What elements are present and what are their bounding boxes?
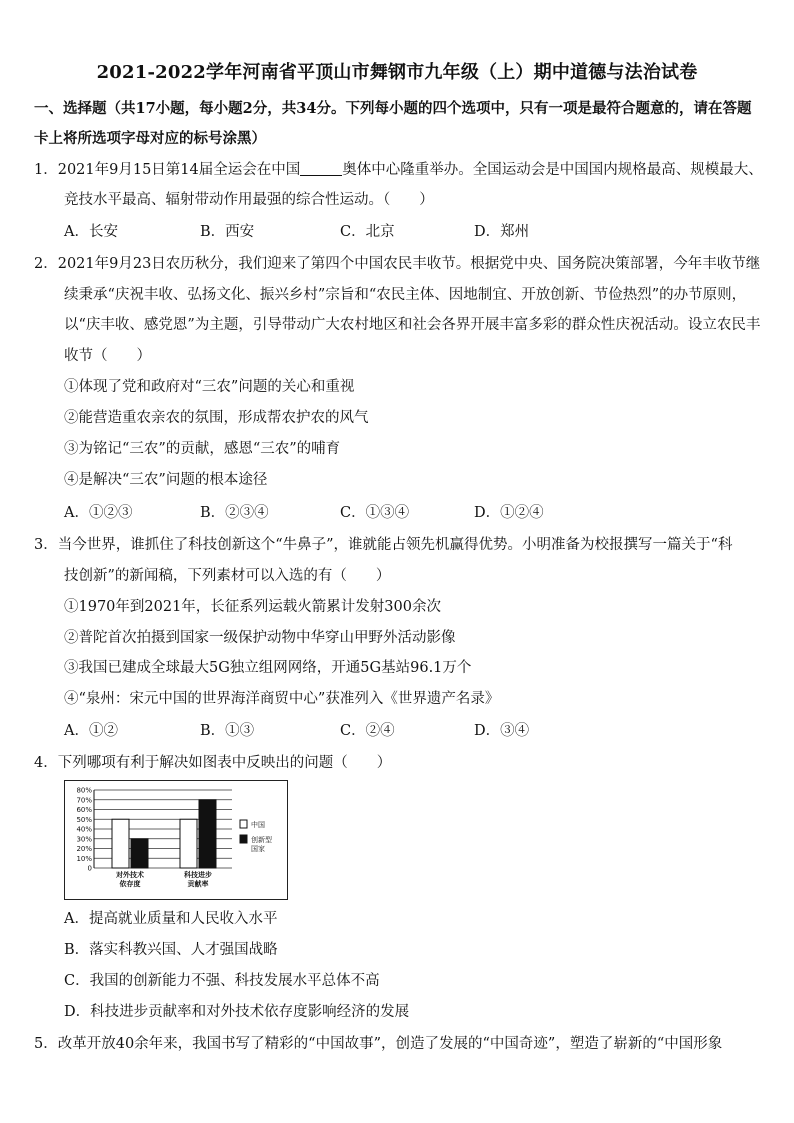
q3-item-3: ③我国已建成全球最大5G独立组网网络，开通5G基站96.1万个 [64,660,472,676]
y-tick-label: 50% [76,815,92,824]
q1-stem-line-1 [34,158,763,179]
category-label: 贡献率 [187,880,209,888]
bar [131,839,148,868]
bar [199,800,216,868]
exam-title: 2021-2022学年河南省平顶山市舞钢市九年级（上）期中道德与法治试卷 [96,62,698,83]
legend-label: 国家 [251,845,265,853]
q1-blank [300,161,342,176]
legend-label: 中国 [251,821,265,829]
q3-item-2: ②普陀首次拍摄到国家一级保护动物中华穿山甲野外活动影像 [64,630,456,646]
q2-item-4: ④是解决“三农”问题的根本途径 [64,472,268,488]
q3-item-4: ④“泉州：宋元中国的世界海洋商贸中心”获准列入《世界遗产名录》 [64,691,500,707]
y-tick-label: 20% [76,845,92,853]
q5-stem-line-1: 5．改革开放40余年来，我国书写了精彩的“中国故事”，创造了发展的“中国奇迹”，塑造了崭新的“中国形象 [34,1036,723,1052]
category-label: 依存度 [119,880,141,888]
q3-item-1: ①1970年到2021年，长征系列运载火箭累计发射300余次 [64,599,441,615]
q4-stem: 4．下列哪项有利于解决如图表中反映出的问题（ ） [34,755,392,771]
y-tick-label: 30% [76,835,92,844]
q4-option-d: D．科技进步贡献率和对外技术依存度影响经济的发展 [64,1004,410,1020]
q2-stem-line-1: 2．2021年9月23日农历秋分，我们迎来了第四个中国农民丰收节。根据党中央、国务院决策部署，今年丰收节继 [34,256,761,272]
q3-option-d: D．③④ [474,723,530,739]
q1-option-b: B．西安 [200,224,255,240]
q3-stem-line-2: 技创新”的新闻稿，下列素材可以入选的有（ ） [64,568,391,584]
bar [180,819,197,868]
chart-y-ticks [76,787,92,873]
q2-item-1: ①体现了党和政府对“三农”问题的关心和重视 [64,379,355,395]
q2-stem-line-4: 收节（ ） [64,348,151,364]
q1-stem-line-2: 竞技水平最高、辐射带动作用最强的综合性运动。（ ） [64,192,434,208]
y-tick-label: 70% [76,796,92,805]
y-tick-label: 10% [76,854,92,863]
legend-swatch-innovative [240,835,247,843]
q3-option-c: C．②④ [340,723,395,739]
q3-option-a: A．①② [64,723,118,739]
legend-swatch-china [240,820,247,828]
q2-item-3: ③为铭记“三农”的贡献，感恩“三农”的哺育 [64,441,341,457]
bar [112,819,129,868]
q4-option-b: B．落实科教兴国、人才强国战略 [64,942,278,958]
q4-option-c: C．我国的创新能力不强、科技发展水平总体不高 [64,973,380,989]
q1-option-a: A．长安 [64,224,118,240]
q2-item-2: ②能营造重农亲农的氛围，形成帮农护农的风气 [64,410,369,426]
y-tick-label: 60% [76,806,92,814]
q1-option-d: D．郑州 [474,224,530,240]
q1-option-c: C．北京 [340,224,395,240]
q2-option-b: B．②③④ [200,505,269,521]
q2-option-c: C．①③④ [340,505,410,521]
q4-bar-chart [64,780,288,900]
section-heading: 一、选择题（共17小题，每小题2分，共34分。下列每小题的四个选项中，只有一项是最符合题意的，请在答题卡上将所选项字母对应的标号涂黑） [34,100,752,147]
category-label: 对外技术 [116,871,144,879]
q3-stem-line-1: 3．当今世界，谁抓住了科技创新这个“牛鼻子”，谁就能占领先机赢得优势。小明准备为校报撰写一篇关于“科 [34,537,733,553]
q2-option-d: D．①②④ [474,505,544,521]
q3-option-b: B．①③ [200,723,255,739]
y-tick-label: 80% [76,786,92,795]
legend-label: 创新型 [251,836,272,844]
y-tick-label: 40% [76,825,92,834]
q4-option-a: A．提高就业质量和人民收入水平 [64,911,278,927]
category-label: 科技进步 [184,871,212,879]
q2-option-a: A．①②③ [64,505,133,521]
q1-stem-part-2: 奥体中心隆重举办。全国运动会是中国国内规格最高、规模最大、 [342,162,763,178]
y-tick-label: 0 [87,864,92,873]
q2-stem-line-2: 续秉承“庆祝丰收、弘扬文化、振兴乡村”宗旨和“农民主体、因地制宜、开放创新、节俭热烈”的办节原则， [64,287,747,303]
q2-stem-line-3: 以“庆丰收、感党恩”为主题，引导带动广大农村地区和社会各界开展丰富多彩的群众性庆祝活动。设立农民丰 [64,317,761,333]
q1-stem-part-1: 1．2021年9月15日第14届全运会在中国 [34,162,301,178]
